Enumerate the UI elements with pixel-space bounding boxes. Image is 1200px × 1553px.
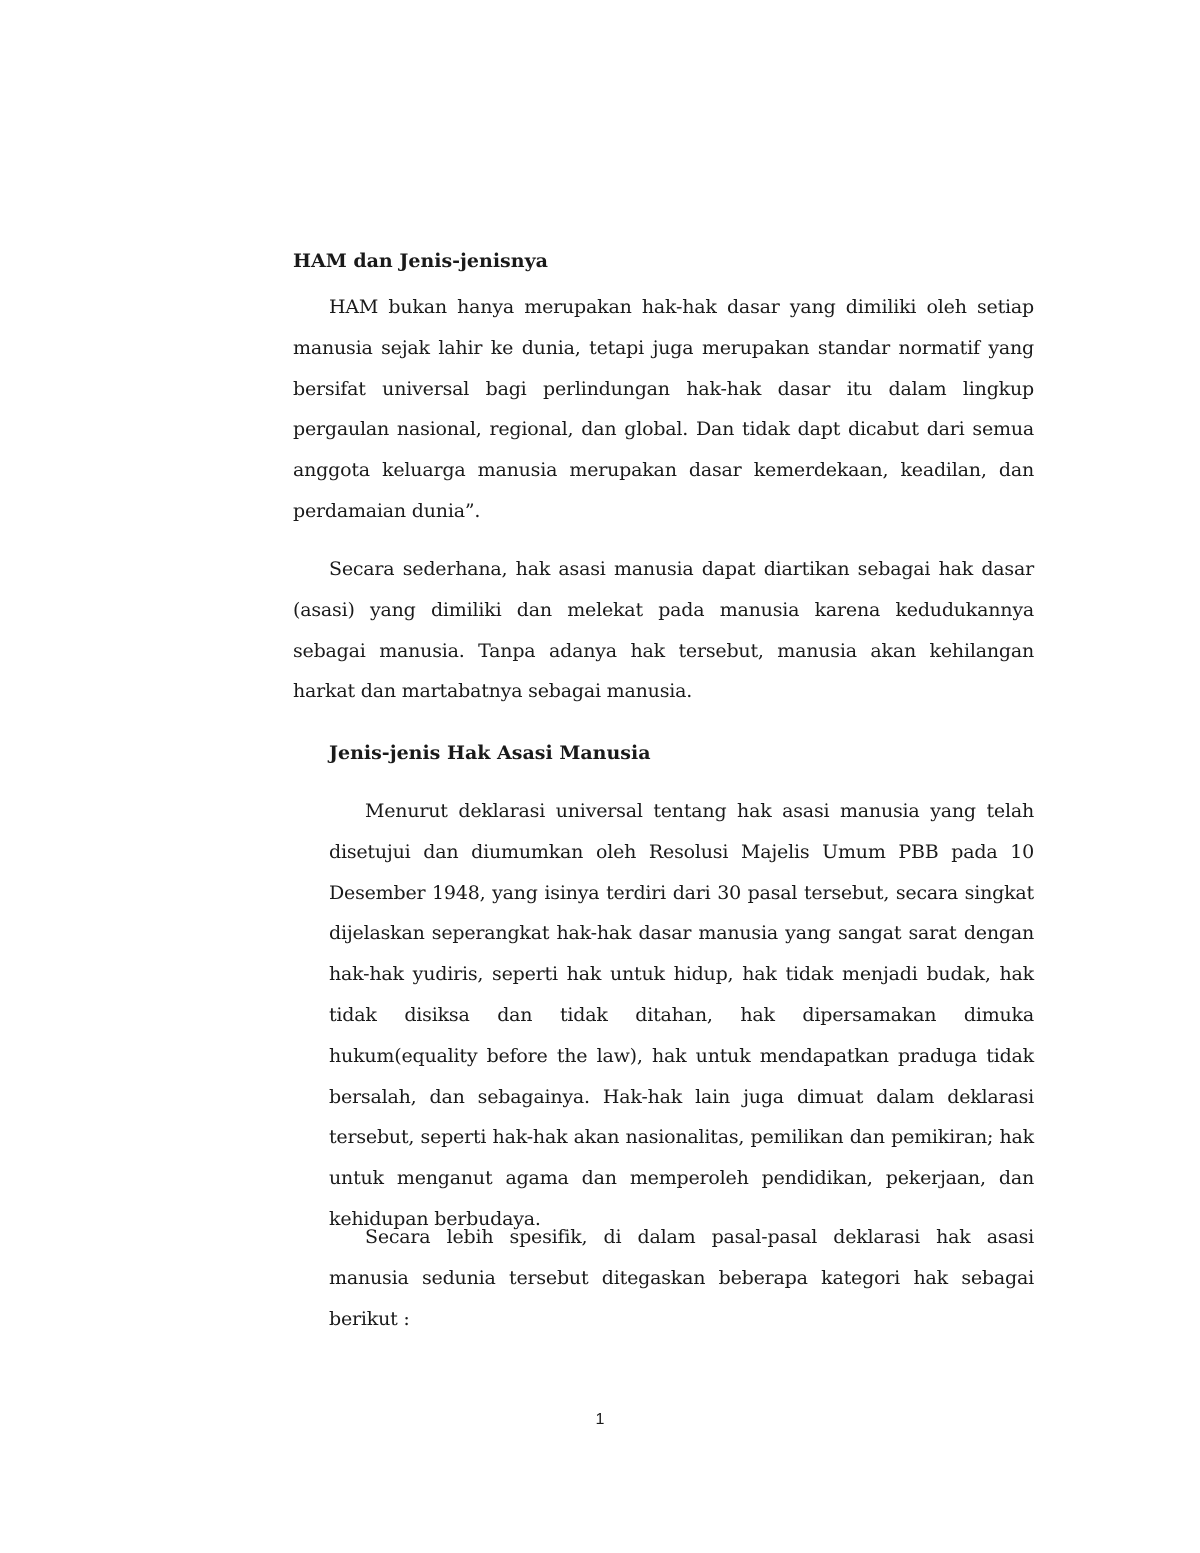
paragraph-universal-declaration: Menurut deklarasi universal tentang hak asasi manusia yang telah disetujui dan diumumkan oleh Resolusi Majelis Umum PBB pada 10 Desember 1948, yang isinya terdiri dari 30 pasal tersebut, secara singkat dijelaskan seperangkat hak-hak dasar manusia yang sangat sarat dengan hak-hak yudiris, seperti hak untuk hidup, hak tidak menjadi budak, hak tidak disiksa dan tidak ditahan, hak dipersamakan dimuka hukum(equality before the law), hak untuk mendapatkan praduga tidak bersalah, dan sebagainya. Hak-hak lain juga dimuat dalam deklarasi tersebut, seperti hak-hak akan nasionalitas, pemilikan dan pemikiran; hak untuk menganut agama dan memperoleh pendidikan, pekerjaan, dan kehidupan berbudaya. [329,800,1034,1230]
paragraph-ham-definition: HAM bukan hanya merupakan hak-hak dasar yang dimiliki oleh setiap manusia sejak lahir ke dunia, tetapi juga merupakan standar normatif yang bersifat universal bagi perlindungan hak-hak dasar itu dalam lingkup pergaulan nasional, regional, dan global. Dan tidak dapt dicabut dari semua anggota keluarga manusia merupakan dasar kemerdekaan, keadilan, dan perdamaian dunia”. [293,296,1034,522]
page-number: 1 [595,1411,605,1428]
section-heading: HAM dan Jenis-jenisnya [293,250,548,272]
paragraph-specific-categories: Secara lebih spesifik, di dalam pasal-pasal deklarasi hak asasi manusia sedunia tersebut ditegaskan beberapa kategori hak sebagai berikut : [329,1226,1034,1330]
paragraph-simple-definition: Secara sederhana, hak asasi manusia dapat diartikan sebagai hak dasar (asasi) yang dimiliki dan melekat pada manusia karena kedudukannya sebagai manusia. Tanpa adanya hak tersebut, manusia akan kehilangan harkat dan martabatnya sebagai manusia. [293,558,1034,703]
subsection-heading: Jenis-jenis Hak Asasi Manusia [329,742,651,764]
